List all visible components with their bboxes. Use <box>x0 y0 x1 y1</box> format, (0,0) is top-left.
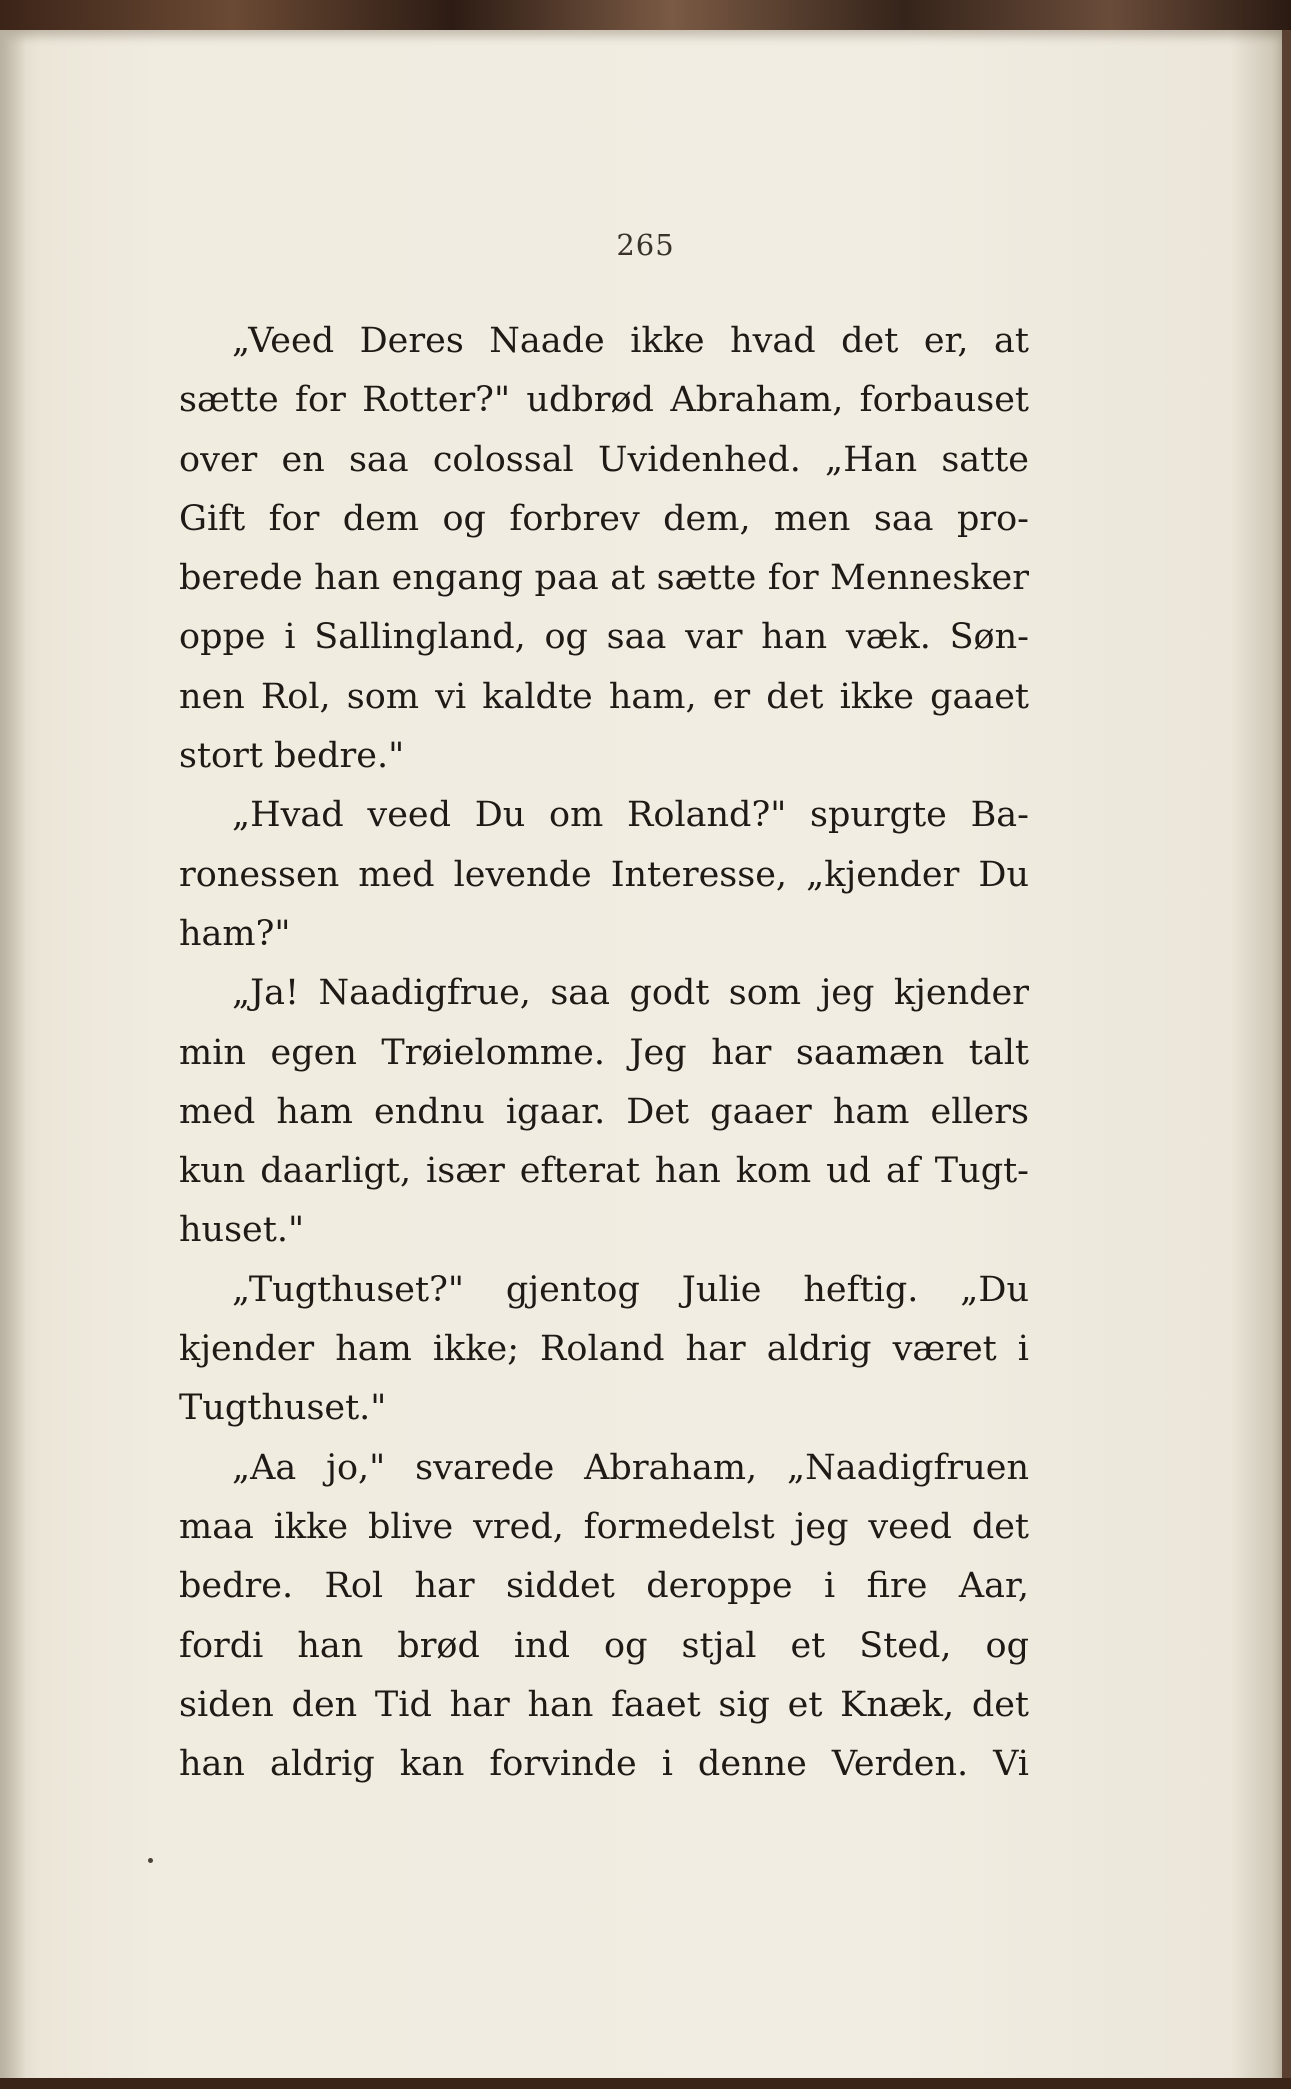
body-text <box>179 312 1029 1794</box>
text-line: ham?" <box>179 913 291 954</box>
text-line: over en saa colossal Uvidenhed. „Han satte <box>179 439 1029 480</box>
page-right-edge <box>1282 30 1291 2082</box>
text-line: berede han engang paa at sætte for Mennesker <box>179 558 1029 599</box>
text-line: maa ikke blive vred, formedelst jeg veed det <box>179 1506 1029 1547</box>
book-cover-edge <box>0 0 1291 34</box>
page-number: 265 <box>616 228 675 262</box>
text-line: huset." <box>179 1210 305 1251</box>
text-line: „Aa jo," svarede Abraham, „Naadigfruen <box>232 1447 1029 1488</box>
text-line: med ham endnu igaar. Det gaaer ham ellers <box>179 1091 1029 1132</box>
text-line: min egen Trøielomme. Jeg har saamæn talt <box>179 1032 1029 1073</box>
text-line: kjender ham ikke; Roland har aldrig været i <box>179 1329 1029 1370</box>
text-line: Tugthuset." <box>179 1388 387 1429</box>
text-line: kun daarligt, især efterat han kom ud af Tugt- <box>179 1151 1029 1192</box>
text-line: han aldrig kan forvinde i denne Verden. Vi <box>179 1744 1029 1785</box>
text-line: „Tugthuset?" gjentog Julie heftig. „Du <box>232 1269 1029 1310</box>
text-line: „Ja! Naadigfrue, saa godt som jeg kjender <box>232 973 1029 1014</box>
text-line: oppe i Sallingland, og saa var han væk. Søn- <box>179 617 1029 658</box>
text-line: bedre. Rol har siddet deroppe i fire Aar, <box>179 1566 1029 1607</box>
paper-speck <box>148 1858 153 1863</box>
page-gutter-shadow <box>0 30 26 2082</box>
text-line: nen Rol, som vi kaldte ham, er det ikke gaaet <box>179 676 1029 717</box>
text-line: ronessen med levende Interesse, „kjender Du <box>179 854 1029 895</box>
text-line: sætte for Rotter?" udbrød Abraham, forbauset <box>179 380 1029 421</box>
text-line: „Hvad veed Du om Roland?" spurgte Ba- <box>232 795 1029 836</box>
text-line: fordi han brød ind og stjal et Sted, og <box>179 1625 1029 1666</box>
text-line: stort bedre." <box>179 736 405 777</box>
book-bottom-edge <box>0 2078 1291 2089</box>
text-line: „Veed Deres Naade ikke hvad det er, at <box>232 321 1029 361</box>
text-line: Gift for dem og forbrev dem, men saa pro- <box>179 498 1029 539</box>
text-line: siden den Tid har han faaet sig et Knæk, det <box>179 1684 1029 1725</box>
